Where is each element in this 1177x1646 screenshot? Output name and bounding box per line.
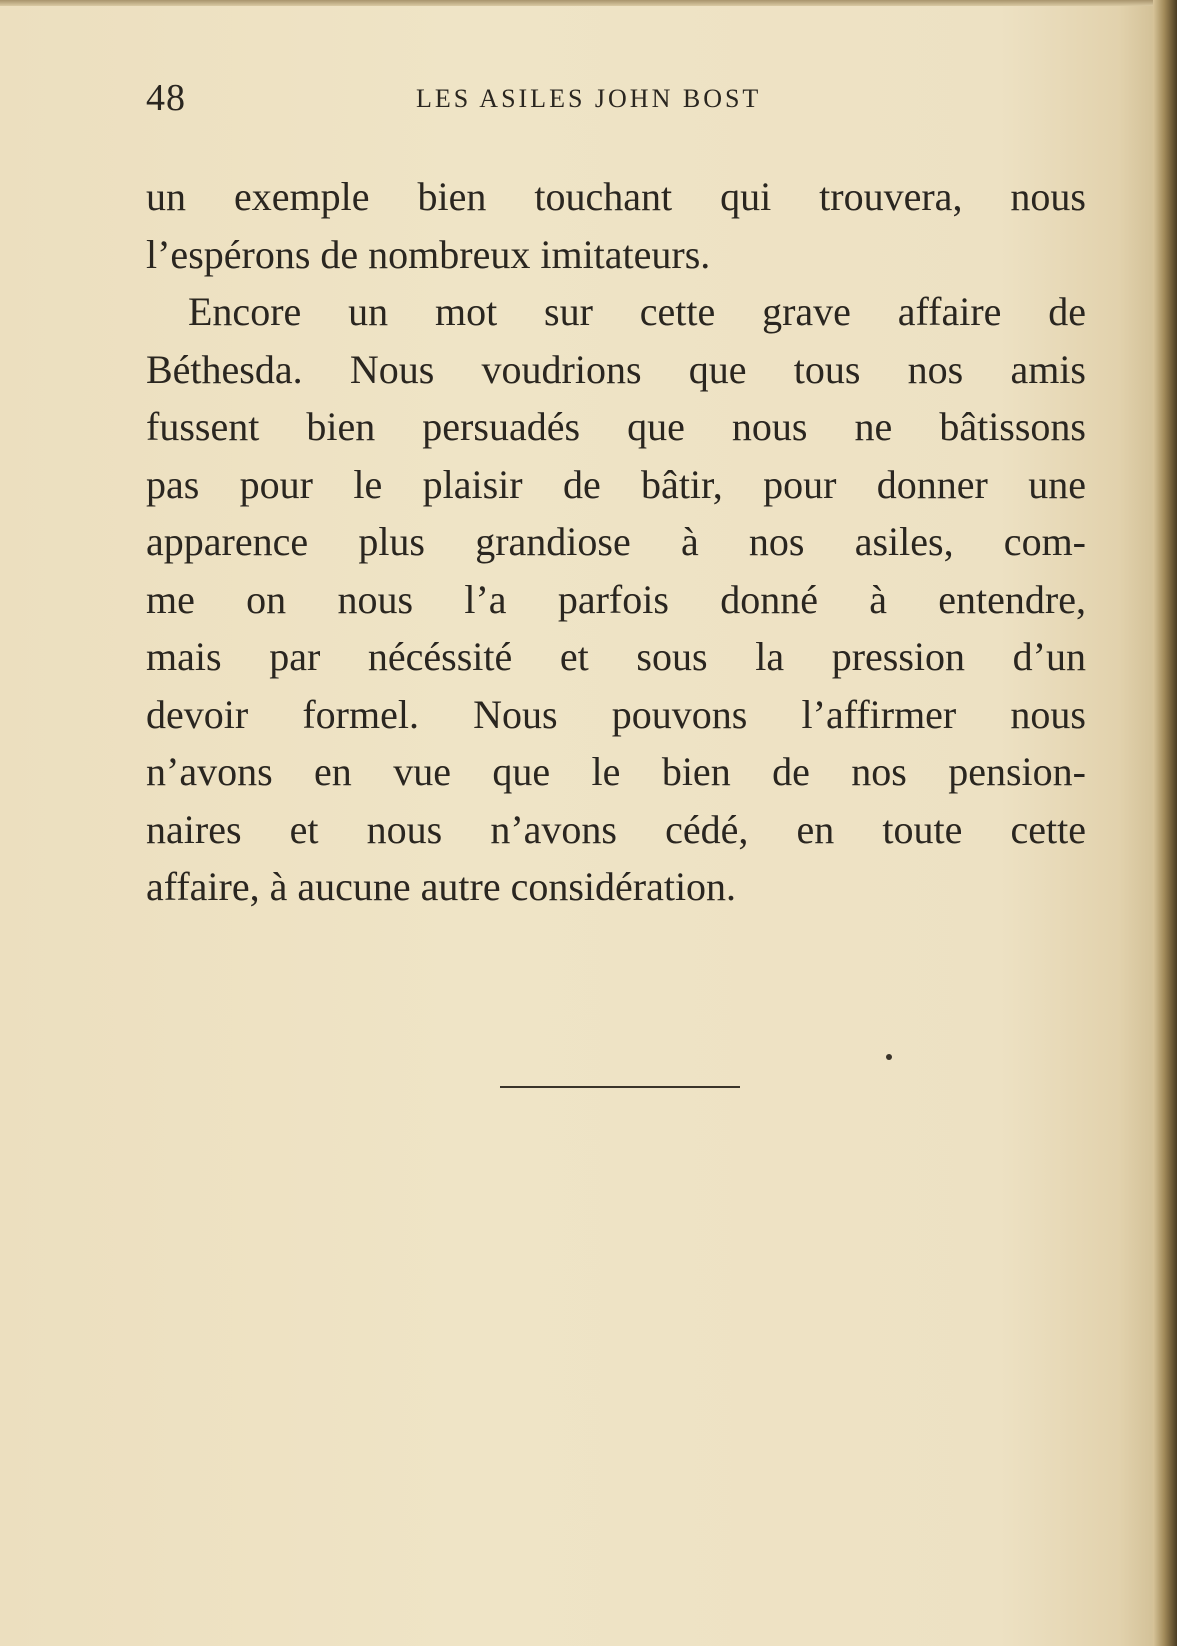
text-line: affaire, à aucune autre considération. [146, 864, 737, 909]
page-top-edge [0, 0, 1177, 6]
text-line: Encore un mot sur cette grave affaire de [188, 289, 1086, 334]
book-spine-shadow [1153, 0, 1177, 1646]
text-line: me on nous l’a parfois donné à entendre, [146, 576, 1086, 622]
text-line: mais par nécéssité et sous la pression d’un [146, 634, 1086, 679]
body-text [146, 168, 1086, 916]
text-line: pas pour le plaisir de bâtir, pour donner une [146, 461, 1086, 507]
text-line: l’espérons de nombreux imitateurs. [146, 231, 711, 277]
running-title: LES ASILES JOHN BOST [416, 84, 762, 113]
text-line: un exemple bien touchant qui trouvera, nous [146, 174, 1086, 219]
text-line: n’avons en vue que le bien de nos pension- [146, 749, 1086, 794]
page-header [146, 76, 1086, 136]
ink-speck [886, 1054, 892, 1060]
text-line: apparence plus grandiose à nos asiles, com- [146, 519, 1086, 564]
end-rule-divider [500, 1086, 740, 1088]
text-line: Béthesda. Nous voudrions que tous nos amis [146, 346, 1086, 392]
text-line: naires et nous n’avons cédé, en toute cette [146, 806, 1086, 852]
page-number: 48 [146, 77, 186, 119]
text-line: fussent bien persuadés que nous ne bâtissons [146, 404, 1086, 449]
text-line: devoir formel. Nous pouvons l’affirmer nous [146, 691, 1086, 737]
